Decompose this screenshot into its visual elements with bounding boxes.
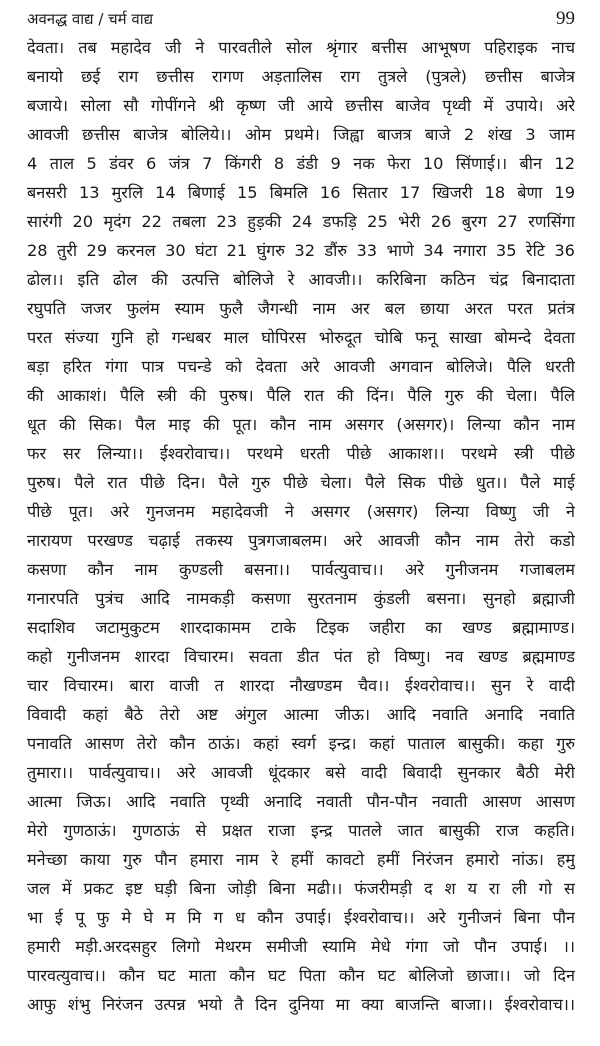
text-line: बनसरी 13 मुरलि 14 बिणाई 15 बिमलि 16 सितार 17 खिजरी 18 बेणा 19: [27, 183, 575, 202]
text-line: कहो गुनीजनम शारदा विचारम। सवता डीत पंत हो विष्णु। नव खण्ड ब्रह्ममाण्ड: [27, 647, 575, 666]
text-line: पारवत्युवाच।। कौन घट माता कौन घट पिता कौन घट बोलिजो छाजा।। जो दिन: [27, 966, 575, 985]
text-line: आफु शंभु निरंजन उत्पन्न भयो तै दिन दुनिया मा क्या बाजन्ति बाजा।। ईश्वरोवाच।।: [27, 995, 575, 1014]
text-line: धूत की सिक। पैल माइ की पूत। कौन नाम असगर (असगर)। लिन्या कौन नाम: [27, 415, 575, 434]
text-line: बड़ा हरित गंगा पात्र पचन्डे को देवता अरे आवजी अगवान बोलिजे। पैलि धरती: [27, 357, 575, 376]
text-line: कसणा कौन नाम कुण्डली बसना।। पार्वत्युवाच।। अरे गुनीजनम गजाबलम: [27, 560, 575, 579]
text-line: की आकाशं। पैलि स्त्री की पुरुष। पैलि रात की दिंन। पैलि गुरु की चेला। पैलि: [27, 386, 575, 405]
text-line: मनेच्छा काया गुरु पौन हमारा नाम रे हमीं कावटो हमीं निरंजन हमारो नांऊ। हमु: [27, 850, 575, 869]
text-line: देवता। तब महादेव जी ने पारवतीले सोल श्रृंगार बत्तीस आभूषण पहिराइक नाच: [27, 38, 575, 57]
header-title: अवनद्ध वाद्य / चर्म वाद्य: [27, 10, 154, 28]
text-line: पनावति आसण तेरो कौन ठाऊं। कहां स्वर्ग इन्द्र। कहां पाताल बासुकी। कहा गुरु: [27, 734, 575, 753]
text-line: मेरो गुणठाऊं। गुणठाऊं से प्रक्षत राजा इन्द्र पातले जात बासुकी राज कहति।: [27, 821, 575, 840]
text-line: आवजी छत्तीस बाजेत्र बोलिये।। ओम प्रथमे। जिह्वा बाजत्र बाजे 2 शंख 3 जाम: [27, 125, 575, 144]
text-line: चार विचारम। बारा वाजी त शारदा नौखण्डम चैव।। ईश्वरोवाच।। सुन रे वादी: [27, 676, 575, 695]
text-line: ढोल।। इति ढोल की उत्पत्ति बोलिजे रे आवजी।। करिबिना कठिन चंद्र बिनादाता: [27, 270, 575, 289]
text-line: हमारी मड़ी.अरदसहुर लिगो मेथरम समीजी स्यामि मेधे गंगा जो पौन उपाई। ।।: [27, 937, 575, 956]
text-line: बनायो छई राग छत्तीस रागण अड़तालिस राग तुत्रले (पुत्रले) छत्तीस बाजेत्र: [27, 67, 575, 86]
running-header: [27, 8, 575, 32]
text-line: रघुपति जजर फुलंम स्याम फुलै जैगन्धी नाम अर बल छाया अरत परत प्रतंत्र: [27, 299, 575, 318]
text-line: बजाये। सोला सौ गोपींगने श्री कृष्ण जी आये छत्तीस बाजेव पृथ्वी में उपाये। अरे: [27, 96, 575, 115]
text-line: सदाशिव जटामुकुटम शारदाकामम टाके टिइक जहीरा का खण्ड ब्रह्मामाण्ड।: [27, 618, 575, 637]
text-line: विवादी कहां बैठे तेरो अष्ट अंगुल आत्मा जीऊ। आदि नवाति अनादि नवाति: [27, 705, 575, 724]
text-line: परत संज्या गुनि हो गन्धबर माल घोपिरस भोरुदूत चोबि फनू साखा बोमन्दे देवता: [27, 328, 575, 347]
text-line: 28 तुरी 29 करनल 30 घंटा 21 घुंगरु 32 डौंरु 33 भाणे 34 नगारा 35 रेटि 36: [27, 241, 575, 260]
text-line: पीछे पूत। अरे गुनजनम महादेवजी ने असगर (असगर) लिन्या विष्णु जी ने: [27, 502, 575, 521]
text-line: फर सर लिन्या।। ईश्वरोवाच।। परथमे धरती पीछे आकाश।। परथमे स्त्री पीछे: [27, 444, 575, 463]
text-line: पुरुष। पैले रात पीछे दिन। पैले गुरु पीछे चेला। पैले सिक पीछे धुत।। पैले माई: [27, 473, 575, 492]
text-line: नारायण परखण्ड चढ़ाई तकस्य पुत्रगजाबलम। अरे आवजी कौन नाम तेरो कडो: [27, 531, 575, 550]
body-text: [27, 33, 575, 1019]
text-line: जल में प्रकट इष्ट घड़ी बिना जोड़ी बिना मढी।। फंजरीमड़ी द श य रा ली गो स: [27, 879, 575, 898]
text-line: भा ई पू फु मे घे म मि ग ध कौन उपाई। ईश्वरोवाच।। अरे गुनीजनं बिना पौन: [27, 908, 575, 927]
text-line: सारंगी 20 मृदंग 22 तबला 23 हुड़की 24 डफड़ि 25 भेरी 26 बुरग 27 रणसिंगा: [27, 212, 575, 231]
text-line: आत्मा जिऊ। आदि नवाति पृथ्वी अनादि नवाती पौन-पौन नवाती आसण आसण: [27, 792, 575, 811]
text-line: गनारपति पुत्रंच आदि नामकड़ी कसणा सुरतनाम कुंडली बसना। सुनहो ब्रह्माजी: [27, 589, 575, 608]
text-line: तुमारा।। पार्वत्युवाच।। अरे आवजी धूंदकार बसे वादी बिवादी सुनकार बैठी मेरी: [27, 763, 575, 782]
page-number: 99: [556, 8, 575, 29]
text-line: 4 ताल 5 डंवर 6 जंत्र 7 किंगरी 8 डंडी 9 नक फेरा 10 सिंणाई।। बीन 12: [27, 154, 575, 173]
